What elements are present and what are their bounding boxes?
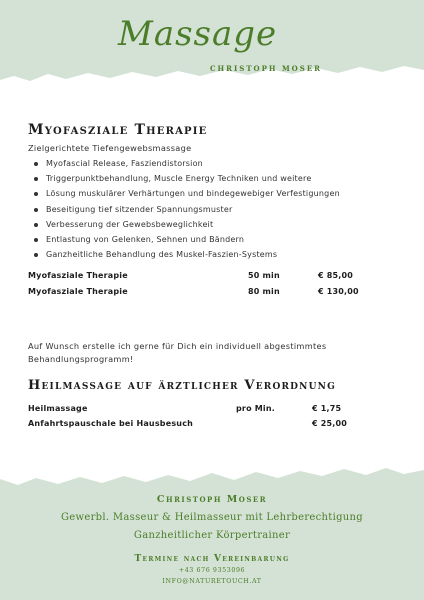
list-item: Entlastung von Gelenken, Sehnen und Bändern [34,232,340,247]
section-intro: Zielgerichtete Tiefengewebsmassage [28,143,192,153]
section-title-myofasziale: Myofasziale Therapie [28,122,208,138]
list-item: Beseitigung tief sitzender Spannungsmuster [34,202,340,217]
price-duration: pro Min. [236,404,275,413]
footer-name: Christoph Moser [156,494,268,505]
section-title-heilmassage: Heilmassage auf ärztlicher Verordnung [28,378,336,393]
price-name: Myofasziale Therapie [28,287,128,296]
price-value: € 25,00 [312,419,348,428]
list-item: Lösung muskulärer Verhärtungen und bindegewebiger Verfestigungen [34,186,340,201]
brand-subtitle: CHRISTOPH MOSER [209,64,322,73]
price-value: € 1,75 [312,404,342,413]
price-duration: 50 min [248,271,280,280]
list-item: Myofascial Release, Fasziendistorsion [34,156,340,171]
list-item: Triggerpunktbehandlung, Muscle Energy Techniken und weitere [34,171,340,186]
footer-trainer: Ganzheitlicher Körpertrainer [133,530,291,541]
custom-program-note: Auf Wunsch erstelle ich gerne für Dich ein individuell abgestimmtes Behandlungsprogramm! [28,341,327,364]
price-name: Anfahrtspauschale bei Hausbesuch [28,419,194,428]
price-name: Heilmassage [28,404,88,413]
brand-script: Massage [118,14,278,54]
footer-phone[interactable]: +43 676 9353096 [178,567,246,574]
footer-qualification: Gewerbl. Masseur & Heilmasseur mit Lehrberechtigung [61,512,363,523]
price-name: Myofasziale Therapie [28,271,128,280]
list-item: Ganzheitliche Behandlung des Muskel-Faszien-Systems [34,247,340,262]
footer-appointments: Termine nach Vereinbarung [134,554,290,564]
footer-email[interactable]: INFO@NATURETOUCH.AT [162,578,262,585]
price-value: € 130,00 [318,287,359,296]
header [0,0,424,80]
price-duration: 80 min [248,287,280,296]
price-value: € 85,00 [318,271,354,280]
treatment-list [34,156,340,262]
list-item: Verbesserung der Gewebsbeweglichkeit [34,217,340,232]
